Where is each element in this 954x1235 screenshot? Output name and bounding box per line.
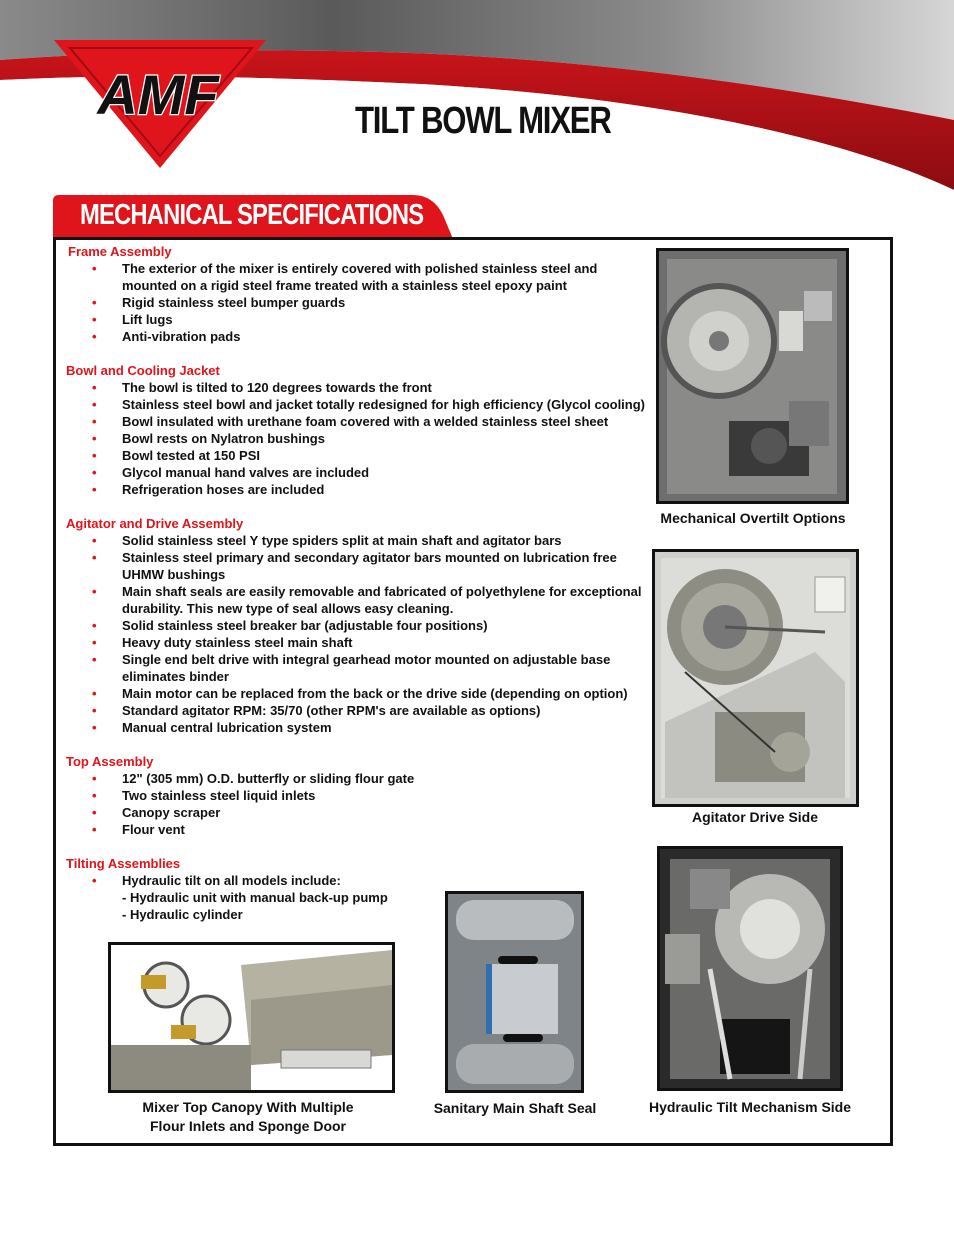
spec-section-agitator bbox=[66, 515, 646, 736]
list-item bbox=[66, 464, 646, 481]
section-title: Frame Assembly bbox=[68, 244, 172, 259]
bullet: • bbox=[92, 805, 97, 820]
list-item bbox=[66, 396, 646, 413]
item-text: Bowl tested at 150 PSI bbox=[122, 448, 260, 463]
list-item bbox=[66, 532, 646, 549]
spec-section-frame bbox=[66, 243, 646, 345]
item-text: Single end belt drive with integral gearhead motor mounted on adjustable base eliminates binder bbox=[122, 652, 611, 684]
item-text: Anti-vibration pads bbox=[122, 329, 241, 344]
caption-overtilt: Mechanical Overtilt Options bbox=[660, 510, 846, 526]
bullet: • bbox=[92, 635, 97, 650]
list-item bbox=[66, 821, 646, 838]
caption-shaft-seal: Sanitary Main Shaft Seal bbox=[433, 1100, 597, 1116]
bullet: • bbox=[92, 771, 97, 786]
item-text: 12" (305 mm) O.D. butterfly or sliding flour gate bbox=[122, 771, 415, 786]
item-text: Main motor can be replaced from the back or the drive side (depending on option) bbox=[122, 686, 628, 701]
bullet: • bbox=[92, 465, 97, 480]
list-item bbox=[66, 413, 646, 430]
list-item bbox=[66, 770, 646, 787]
bullet: • bbox=[92, 295, 97, 310]
bullet: • bbox=[92, 329, 97, 344]
shaft-seal-photo bbox=[445, 891, 584, 1093]
page-title: TILT BOWL MIXER bbox=[355, 100, 611, 142]
bullet: • bbox=[92, 482, 97, 497]
item-text: Lift lugs bbox=[122, 312, 173, 327]
bullet: • bbox=[92, 788, 97, 803]
list-item bbox=[66, 787, 646, 804]
overtilt-photo bbox=[656, 248, 849, 504]
section-title: Top Assembly bbox=[66, 754, 154, 769]
caption-canopy-line2: Flour Inlets and Sponge Door bbox=[150, 1118, 346, 1134]
item-text: Hydraulic tilt on all models include: bbox=[122, 873, 341, 888]
section-tab-label: MECHANICAL SPECIFICATIONS bbox=[80, 199, 424, 231]
bullet: • bbox=[92, 431, 97, 446]
section-title: Tilting Assemblies bbox=[66, 856, 181, 871]
bullet: • bbox=[92, 873, 97, 888]
svg-text:AMF: AMF bbox=[97, 63, 219, 126]
item-text: Bowl rests on Nylatron bushings bbox=[122, 431, 325, 446]
item-text: Solid stainless steel Y type spiders split at main shaft and agitator bars bbox=[122, 533, 562, 548]
list-item bbox=[66, 311, 646, 328]
bullet: • bbox=[92, 686, 97, 701]
bullet: • bbox=[92, 312, 97, 327]
bullet: • bbox=[92, 397, 97, 412]
item-text: Refrigeration hoses are included bbox=[122, 482, 325, 497]
sub-list-item: - Hydraulic unit with manual back-up pump bbox=[122, 890, 388, 905]
bullet: • bbox=[92, 703, 97, 718]
agitator-drive-photo bbox=[652, 549, 859, 807]
item-text: Two stainless steel liquid inlets bbox=[122, 788, 316, 803]
bullet: • bbox=[92, 533, 97, 548]
list-item bbox=[66, 719, 646, 736]
item-text: The bowl is tilted to 120 degrees towards the front bbox=[122, 380, 432, 395]
item-text: Stainless steel primary and secondary agitator bars mounted on lubrication free UHMW bushings bbox=[122, 550, 617, 582]
list-item bbox=[66, 294, 646, 311]
item-text: Bowl insulated with urethane foam covered with a welded stainless steel sheet bbox=[122, 414, 609, 429]
section-title: Bowl and Cooling Jacket bbox=[66, 363, 220, 378]
list-item bbox=[66, 634, 646, 651]
item-text: Heavy duty stainless steel main shaft bbox=[122, 635, 353, 650]
spec-section-top bbox=[66, 753, 646, 838]
list-item bbox=[66, 447, 646, 464]
list-item bbox=[66, 430, 646, 447]
spec-section-bowl bbox=[66, 362, 646, 498]
amf-logo bbox=[30, 38, 280, 173]
list-item bbox=[66, 651, 646, 685]
canopy-photo bbox=[108, 942, 395, 1093]
hydraulic-tilt-photo bbox=[657, 846, 843, 1091]
bullet: • bbox=[92, 448, 97, 463]
bullet: • bbox=[92, 618, 97, 633]
item-text: Solid stainless steel breaker bar (adjustable four positions) bbox=[122, 618, 488, 633]
list-item bbox=[66, 872, 646, 889]
list-item bbox=[66, 804, 646, 821]
list-item bbox=[66, 328, 646, 345]
list-item bbox=[66, 260, 646, 294]
list-item bbox=[66, 549, 646, 583]
list-item bbox=[66, 583, 646, 617]
item-text: Glycol manual hand valves are included bbox=[122, 465, 370, 480]
item-text: Canopy scraper bbox=[122, 805, 221, 820]
section-title: Agitator and Drive Assembly bbox=[66, 516, 244, 531]
caption-hydraulic-tilt: Hydraulic Tilt Mechanism Side bbox=[648, 1099, 852, 1115]
bullet: • bbox=[92, 414, 97, 429]
caption-canopy bbox=[120, 1098, 376, 1136]
item-text: Flour vent bbox=[122, 822, 185, 837]
list-item bbox=[66, 702, 646, 719]
list-item bbox=[66, 481, 646, 498]
item-text: Standard agitator RPM: 35/70 (other RPM's are available as options) bbox=[122, 703, 541, 718]
bullet: • bbox=[92, 652, 97, 667]
caption-canopy-line1: Mixer Top Canopy With Multiple bbox=[142, 1099, 354, 1115]
item-text: Manual central lubrication system bbox=[122, 720, 332, 735]
bullet: • bbox=[92, 822, 97, 837]
spec-list bbox=[66, 243, 646, 940]
bullet: • bbox=[92, 380, 97, 395]
bullet: • bbox=[92, 550, 97, 565]
bullet: • bbox=[92, 720, 97, 735]
list-item bbox=[66, 617, 646, 634]
item-text: Rigid stainless steel bumper guards bbox=[122, 295, 346, 310]
bullet: • bbox=[92, 261, 97, 276]
item-text: Main shaft seals are easily removable and fabricated of polyethylene for exceptional durability. This new type of seal allows easy cleaning. bbox=[122, 584, 642, 616]
item-text: The exterior of the mixer is entirely covered with polished stainless steel and mounted on a rigid steel frame treated with a stainless steel epoxy paint bbox=[122, 261, 598, 293]
bullet: • bbox=[92, 584, 97, 599]
caption-agitator-drive: Agitator Drive Side bbox=[691, 809, 819, 825]
list-item bbox=[66, 685, 646, 702]
sub-list-item: - Hydraulic cylinder bbox=[122, 907, 243, 922]
item-text: Stainless steel bowl and jacket totally redesigned for high efficiency (Glycol cooling) bbox=[122, 397, 646, 412]
list-item bbox=[66, 379, 646, 396]
